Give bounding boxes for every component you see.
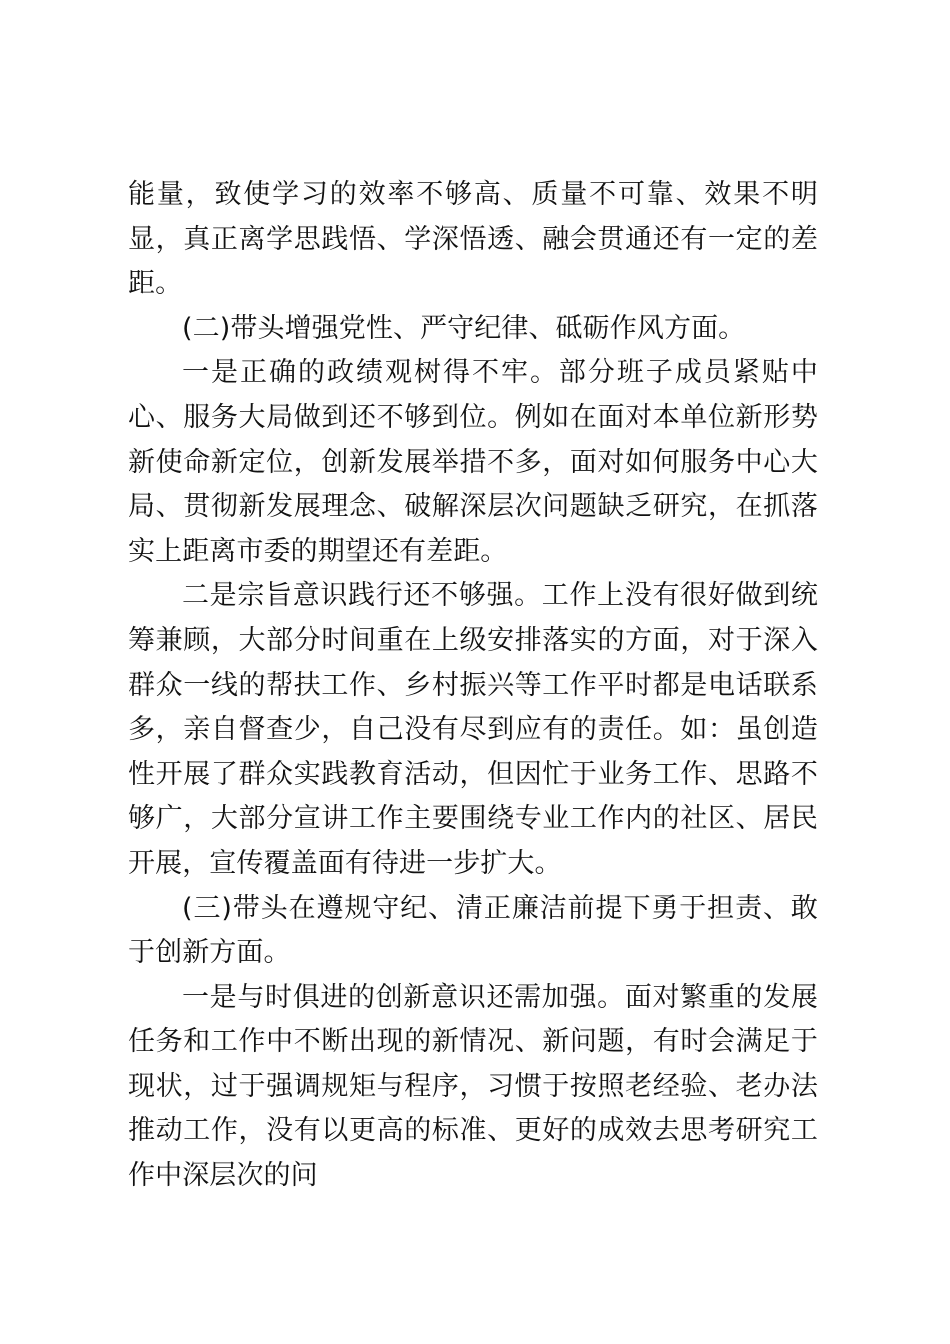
paragraph-political-achievement: 一是正确的政绩观树得不牢。部分班子成员紧贴中心、服务大局做到还不够到位。例如在面对本单位新形势新使命新定位，创新发展举措不多，面对如何服务中心大局、贯彻新发展理念、破解深层次问题缺乏研究，在抓落实上距离市委的期望还有差距。 (128, 357, 818, 567)
section-heading-3: (三)带头在遵规守纪、清正廉洁前提下勇于担责、敢于创新方面。 (128, 892, 818, 969)
section-heading-2: (二)带头增强党性、严守纪律、砥砺作风方面。 (182, 312, 746, 344)
paragraph-continuation: 能量，致使学习的效率不够高、质量不可靠、效果不明显，真正离学思践悟、学深悟透、融会贯通还有一定的差距。 (128, 179, 818, 300)
paragraph-purpose-awareness: 二是宗旨意识践行还不够强。工作上没有很好做到统筹兼顾，大部分时间重在上级安排落实的方面，对于深入群众一线的帮扶工作、乡村振兴等工作平时都是电话联系多，亲自督查少，自己没有尽到应有的责任。如：虽创造性开展了群众实践教育活动，但因忙于业务工作、思路不够广，大部分宣讲工作主要围绕专业工作内的社区、居民开展，宣传覆盖面有待进一步扩大。 (128, 580, 818, 879)
body-text (128, 173, 818, 1199)
paragraph-innovation-awareness: 一是与时俱进的创新意识还需加强。面对繁重的发展任务和工作中不断出现的新情况、新问题，有时会满足于现状，过于强调规矩与程序，习惯于按照老经验、老办法推动工作，没有以更高的标准、更好的成效去思考研究工作中深层次的问 (128, 981, 818, 1192)
